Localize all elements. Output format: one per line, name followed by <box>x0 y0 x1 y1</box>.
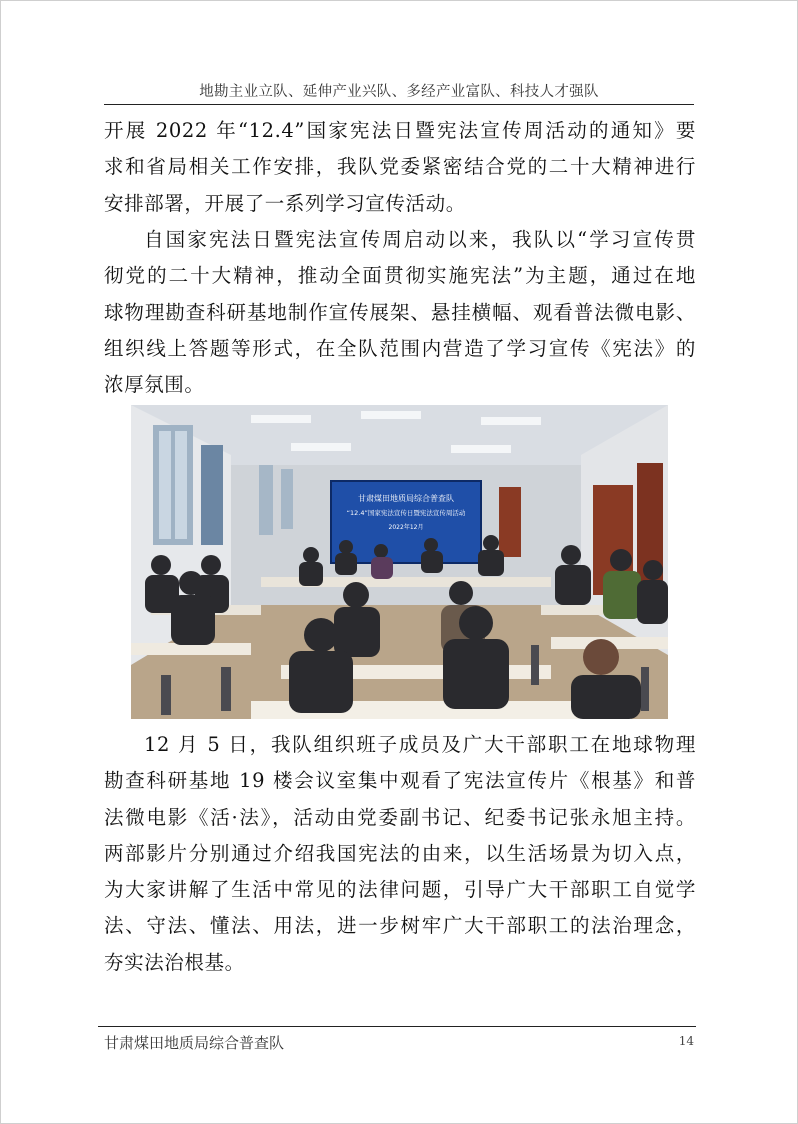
paragraph-line: 法微电影《活·法》，活动由党委副书记、纪委书记张永旭主持。 <box>104 805 696 829</box>
screen-title: 甘肃煤田地质局综合普查队 <box>358 494 454 503</box>
paragraph-line: 自国家宪法日暨宪法宣传周启动以来，我队以“学习宣传贯 <box>144 228 696 251</box>
paragraph-line: 求和省局相关工作安排，我队党委紧密结合党的二十大精神进行 <box>104 155 696 179</box>
paragraph-line: 法、守法、懂法、用法，进一步树牢广大干部职工的法治理念， <box>104 914 696 938</box>
paragraph-1 <box>104 113 696 222</box>
paragraph-line: 球物理勘查科研基地制作宣传展架、悬挂横幅、观看普法微电影、 <box>104 300 696 324</box>
paragraph-line: 浓厚氛围。 <box>104 373 205 397</box>
meeting-photo-illustration <box>131 405 668 719</box>
screen-date: 2022年12月 <box>388 524 424 531</box>
paragraph-line: 安排部署，开展了一系列学习宣传活动。 <box>104 191 466 215</box>
paragraph-line: 组织线上答题等形式，在全队范围内营造了学习宣传《宪法》的 <box>104 336 696 360</box>
paragraph-2 <box>104 222 696 403</box>
screen-subtitle: “12.4”国家宪法宣传日暨宪法宣传周活动 <box>346 509 466 517</box>
meeting-photo <box>131 405 668 719</box>
paragraph-line: 彻党的二十大精神，推动全面贯彻实施宪法”为主题，通过在地 <box>104 264 696 288</box>
page-number: 14 <box>678 1034 694 1048</box>
footer-rule <box>98 1026 696 1027</box>
paragraph-line: 夯实法治根基。 <box>104 950 245 974</box>
paragraph-line: 开展 2022 年“12.4”国家宪法日暨宪法宣传周活动的通知》要 <box>104 119 696 142</box>
header-slogan: 地勘主业立队、延伸产业兴队、多经产业富队、科技人才强队 <box>199 84 599 100</box>
footer-organization: 甘肃煤田地质局综合普查队 <box>104 1034 285 1052</box>
paragraph-line: 勘查科研基地 19 楼会议室集中观看了宪法宣传片《根基》和普 <box>104 769 696 793</box>
paragraph-line: 两部影片分别通过介绍我国宪法的由来，以生活场景为切入点， <box>104 841 696 865</box>
header-rule <box>104 104 694 105</box>
paragraph-line: 为大家讲解了生活中常见的法律问题，引导广大干部职工自觉学 <box>104 878 696 902</box>
paragraph-line: 12 月 5 日，我队组织班子成员及广大干部职工在地球物理 <box>144 733 696 756</box>
paragraph-3 <box>104 727 696 981</box>
